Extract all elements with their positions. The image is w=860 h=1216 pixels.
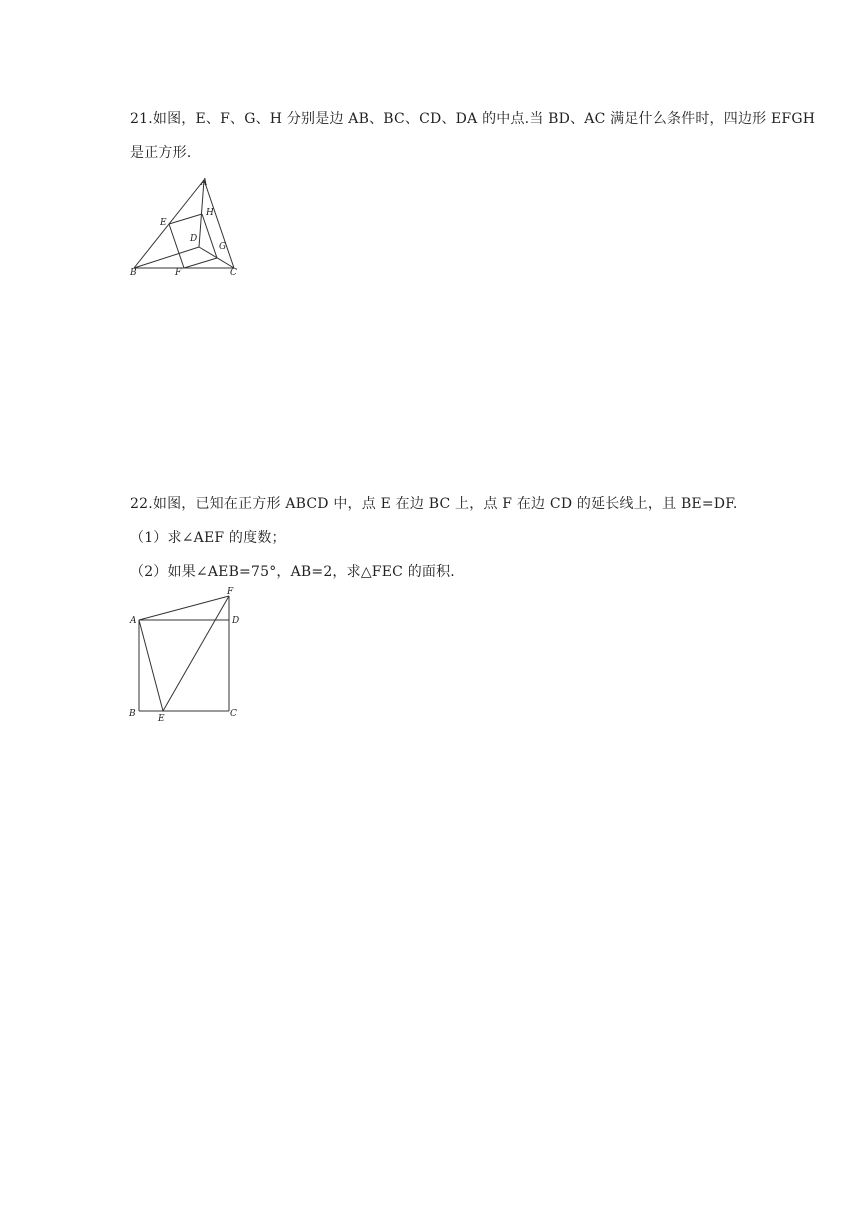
q22-label-a: A (130, 616, 137, 626)
q21-label-b: B (130, 268, 137, 278)
q21-label-d: D (190, 234, 198, 244)
q21-segment-ad (199, 180, 204, 247)
q22-segment-ae (139, 620, 163, 711)
q21-text-line1: 21.如图，E、F、G、H 分别是边 AB、BC、CD、DA 的中点.当 BD、AC 满足什么条件时，四边形 EFGH (130, 111, 816, 127)
q21-label-a: A (201, 178, 208, 188)
q21-segment-he (169, 214, 202, 224)
q21-label-h: H (206, 208, 214, 218)
q21-figure (120, 170, 260, 280)
q21-label-c: C (230, 268, 237, 278)
q22-part1: （1）求∠AEF 的度数； (130, 530, 286, 546)
q21-segment-gh (202, 214, 217, 258)
q22-label-f: F (227, 587, 234, 597)
q22-label-c: C (230, 709, 237, 719)
q21-segment-ef (169, 224, 184, 268)
q21-label-f: F (175, 268, 182, 278)
q21-label-g: G (219, 242, 227, 252)
q21-segment-fg (184, 258, 217, 268)
q22-segment-ef (163, 596, 229, 711)
q22-segment-af (139, 596, 229, 620)
q22-label-b: B (129, 709, 136, 719)
q22-label-e: E (158, 714, 165, 724)
q21-label-e: E (160, 218, 167, 228)
q22-figure (120, 582, 250, 727)
q21-segment-bd (134, 247, 199, 268)
q21-text-line2: 是正方形. (130, 145, 192, 161)
q22-text-line1: 22.如图，已知在正方形 ABCD 中，点 E 在边 BC 上，点 F 在边 CD 的延长线上，且 BE=DF. (130, 496, 738, 512)
q21-segment-ca (204, 180, 234, 268)
q22-part2: （2）如果∠AEB=75°，AB=2，求△FEC 的面积. (130, 564, 455, 580)
q22-label-d: D (232, 616, 240, 626)
